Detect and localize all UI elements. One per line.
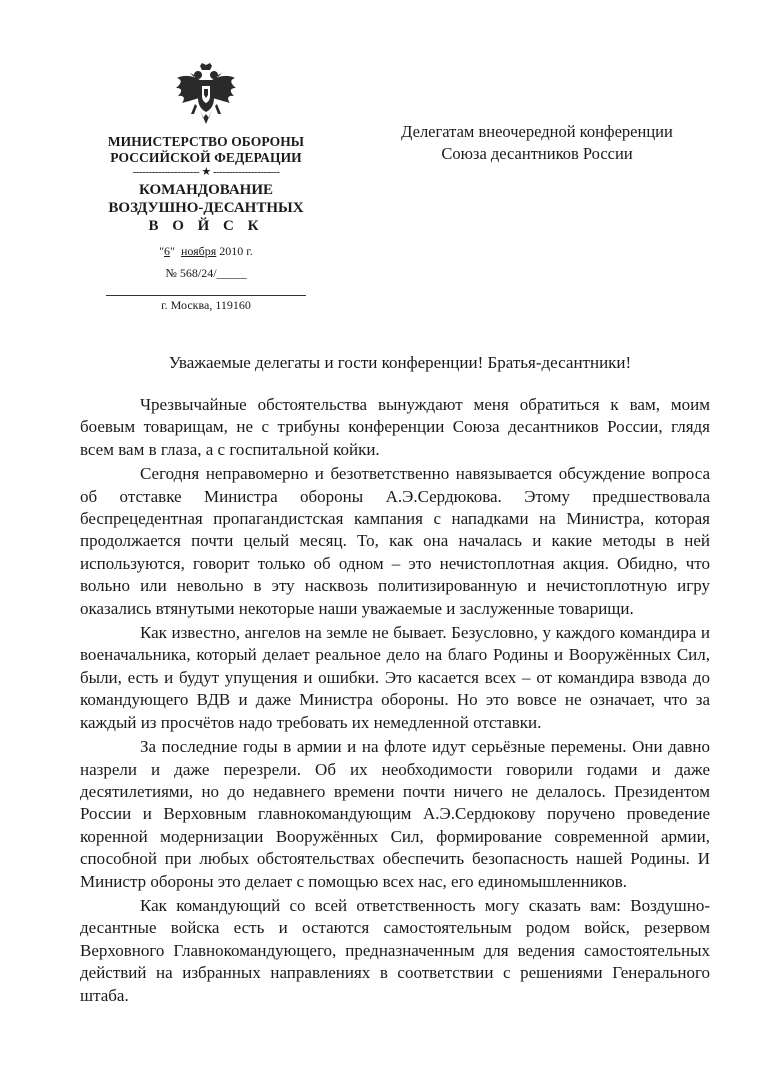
letterhead (100, 62, 312, 312)
number-prefix: № (165, 266, 177, 280)
body-paragraph: Сегодня неправомерно и безответственно навязывается обсуждение вопроса об отставке Министра обороны А.Э.Сердюкова. Этому предшествовала беспрецедентная пропагандистская кампания с нападками на Министра, которая продолжается почти целый месяц. То, как она началась и какие методы в ней используются, говорит только об одном – это нечистоплотная акция. Обидно, что вольно или невольно в эту насквозь политизированную и нечистоплотную игру оказались втянутыми некоторые наши уважаемые и заслуженные товарищи. (80, 464, 710, 618)
letter-body (80, 394, 710, 1007)
body-paragraph: Как известно, ангелов на земле не бывает. Безусловно, у каждого командира и военачальника, который делает реальное дело на благо Родины и Вооружённых Сил, были, есть и будут упущения и ошибки. Это касается всех – от командира взвода до командующего ВДВ и даже Министра обороны. Но это вовсе не означает, что за каждый из просчётов надо требовать их немедленной отставки. (80, 623, 710, 732)
number-blank: _____ (216, 266, 247, 280)
number-value: 568/24/ (179, 266, 217, 280)
date-day: 6 (164, 244, 171, 258)
body-paragraph: Как командующий со всей ответственность могу сказать вам: Воздушно-десантные войска есть и остаются самостоятельным родом войск, резервом Верховного Главнокомандующего, предназначенным для ведения самостоятельных действий на избранных направлениях в соответствии с решениями Генерального штаба. (80, 895, 710, 1005)
body-paragraph: За последние годы в армии и на флоте идут серьёзные перемены. Они давно назрели и даже перезрели. Об их необходимости говорили годами и даже десятилетиями, но до недавнего времени почти ничего не делалось. Президентом России и Верховным главнокомандующим А.Э.Сердюкову поручено проведение коренной модернизации Вооружённых Сил, формирование современной армии, способной при любых обстоятельствах обеспечить безопасность нашей Родины. И Министр обороны это делает с помощью всех нас, его единомышленников. (80, 737, 710, 891)
command-name-line3: В О Й С К (148, 218, 264, 234)
date-year: 2010 г. (219, 244, 253, 258)
addressee-line2: Союза десантников России (441, 144, 633, 163)
double-headed-eagle-emblem-icon (173, 62, 239, 132)
date-month: ноября (180, 244, 217, 258)
letterhead-divider (106, 295, 306, 296)
addressee-line1: Делегатам внеочередной конференции (401, 122, 673, 141)
salutation: Уважаемые делегаты и гости конференции! Братья-десантники! (168, 353, 632, 372)
letterhead-address: г. Москва, 119160 (161, 298, 251, 312)
ministry-name-line2: РОССИЙСКОЙ ФЕДЕРАЦИИ (110, 150, 302, 165)
letterhead-separator: --------------------- ★ --------------------- (132, 166, 280, 178)
letter-date: "6" ноября 2010 г. (159, 244, 253, 258)
ministry-name-line1: МИНИСТЕРСТВО ОБОРОНЫ (107, 134, 305, 149)
addressee-block (362, 121, 712, 165)
command-name-line2: ВОЗДУШНО-ДЕСАНТНЫХ (108, 200, 304, 216)
body-paragraph: Чрезвычайные обстоятельства вынуждают меня обратиться к вам, моим боевым товарищам, не с трибуны конференции Союза десантников России, глядя всем вам в глаза, а с госпитальной койки. (80, 395, 710, 459)
command-name-line1: КОМАНДОВАНИЕ (138, 182, 274, 198)
letter-number (100, 265, 312, 281)
